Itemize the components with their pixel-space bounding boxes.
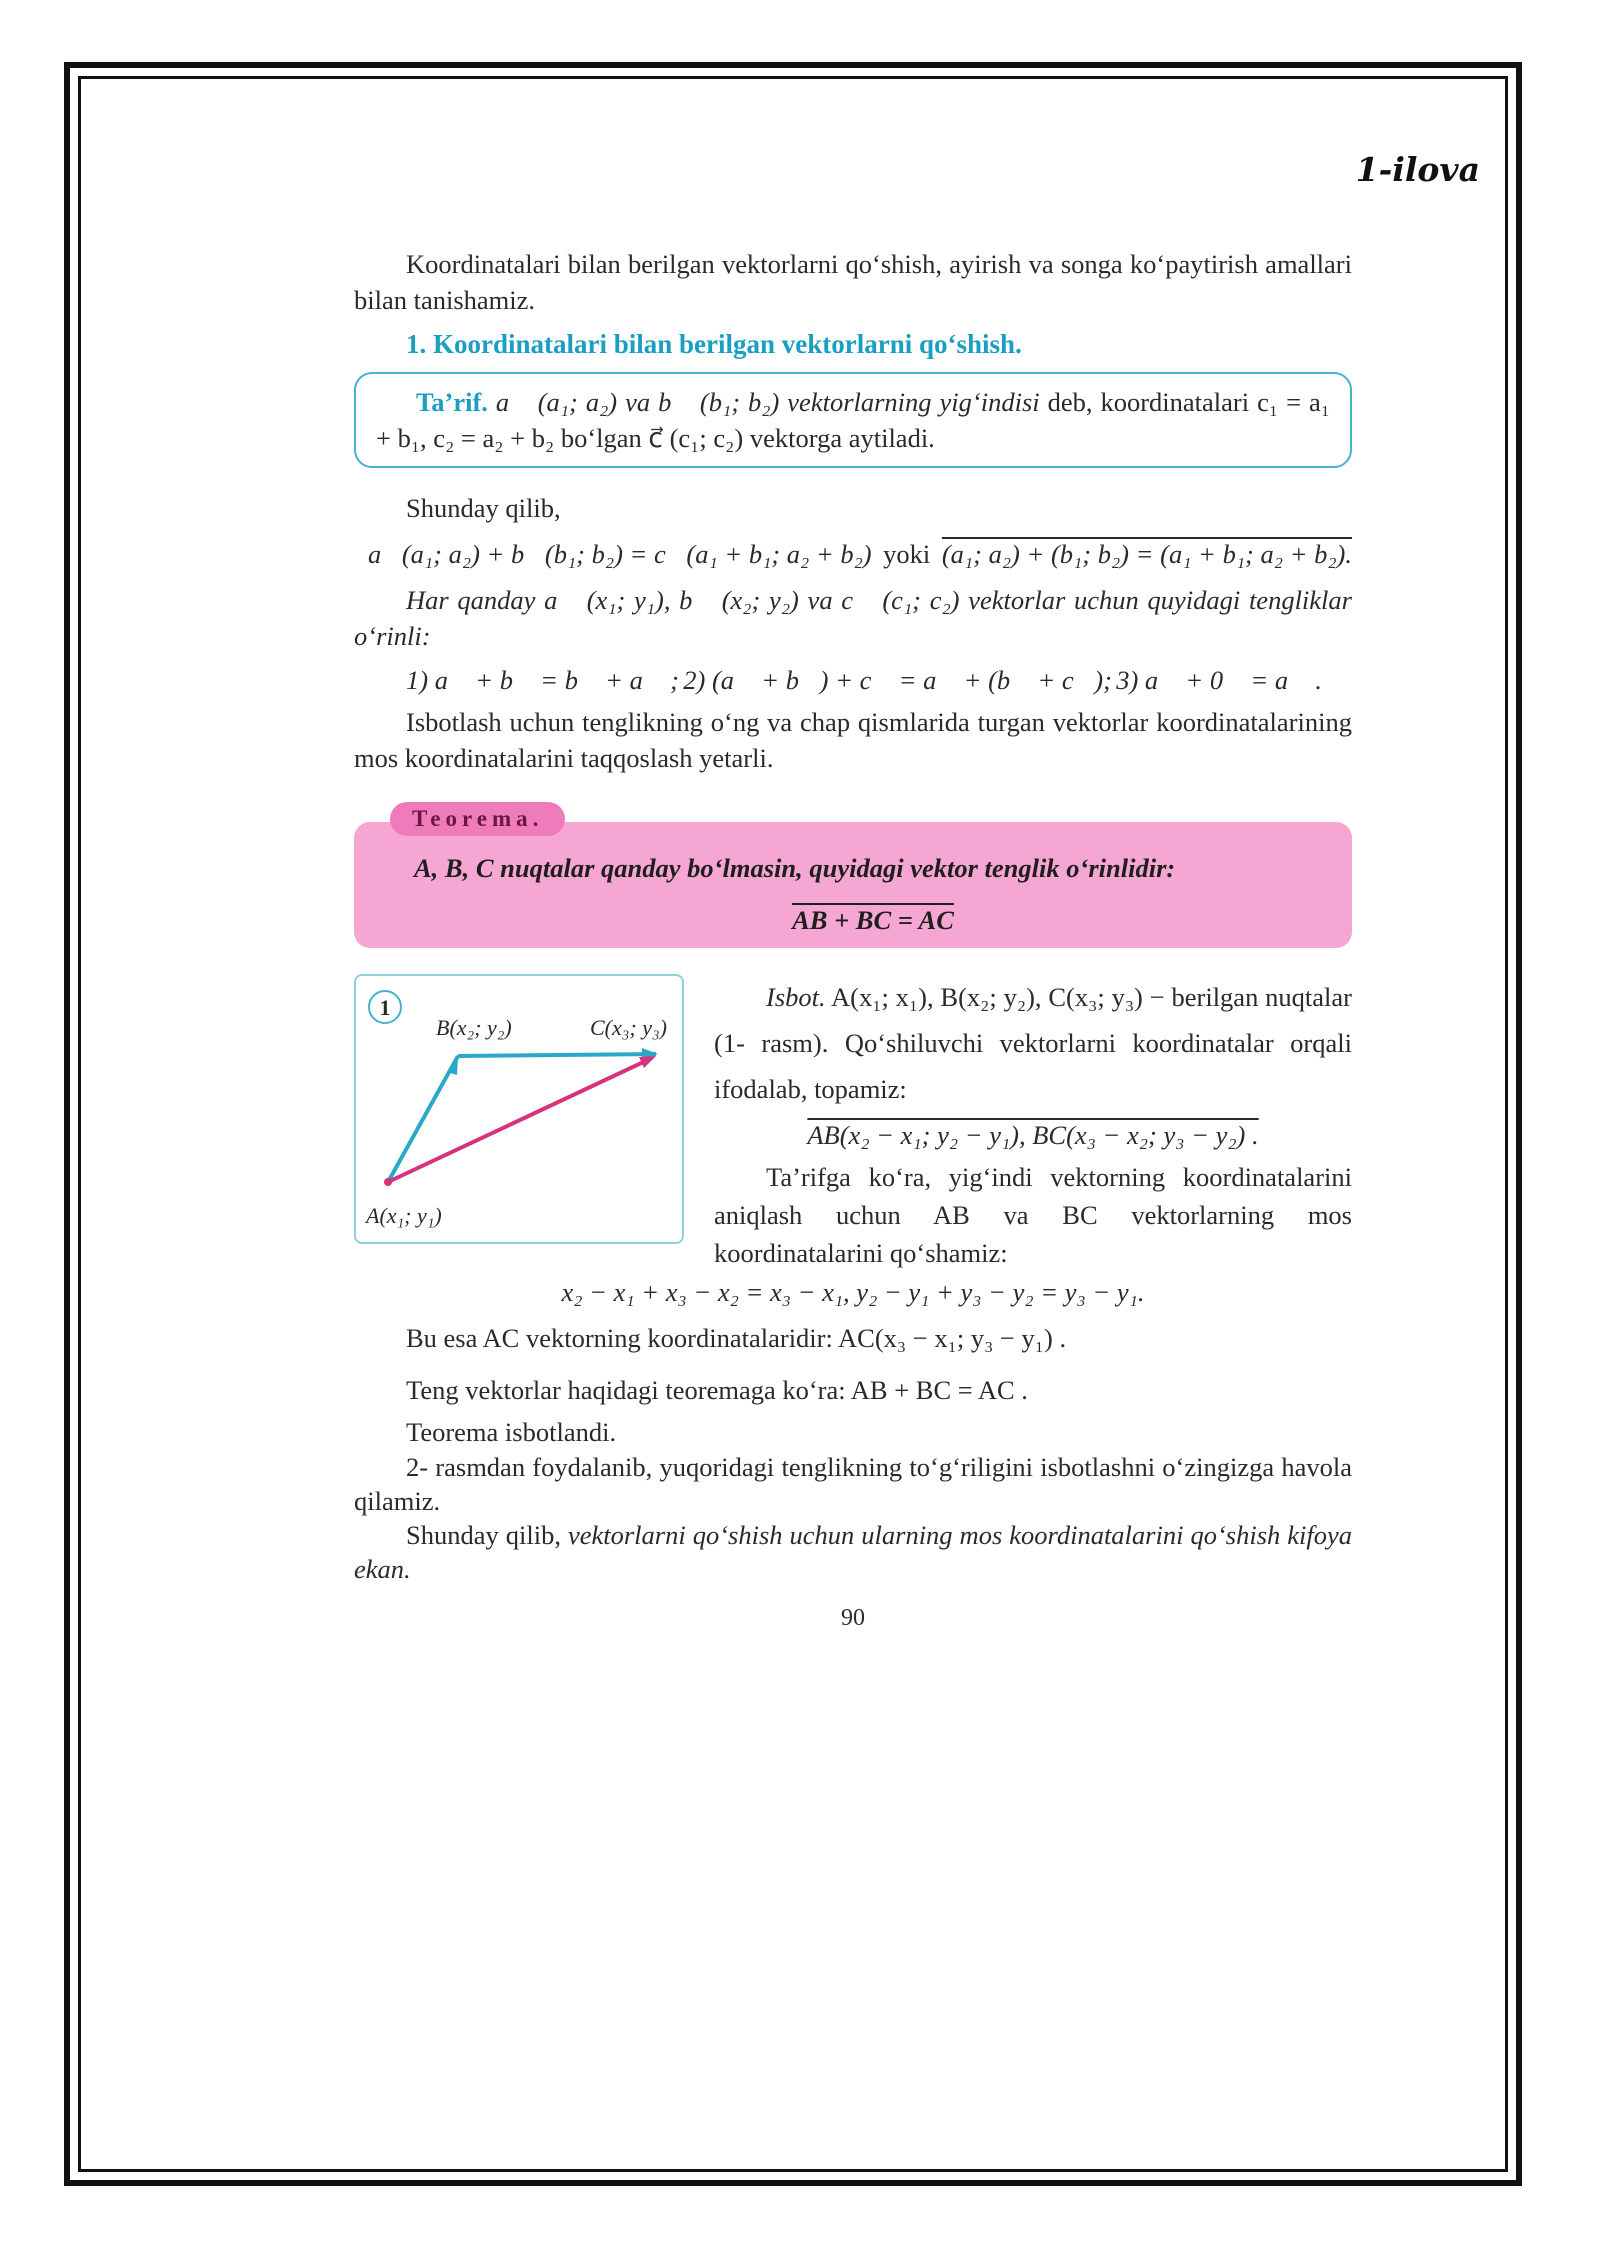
property-3: 3) a⃗ + 0⃗ = a⃗ .	[1116, 665, 1322, 695]
textbook-page	[354, 246, 1352, 1636]
properties-list	[406, 662, 1352, 698]
label-point-a: A(x₁; y₁)	[366, 1203, 442, 1228]
definition-vectors: a⃗ (a₁; a₂) va b⃗ (b₁; b₂)	[495, 387, 780, 417]
exercise-paragraph: 2- rasmdan foydalanib, yuqoridagi tenglikning to‘g‘riligini isbotlashni o‘zingizga havola qilamiz.	[354, 1452, 1352, 1516]
theorem-box	[354, 806, 1352, 948]
proof-lead: Isbot.	[766, 982, 826, 1012]
sum-formula-or: yoki	[883, 539, 931, 569]
theorem-formula: AB + BC = AC	[792, 905, 954, 935]
conclusion-start: Shunday qilib,	[406, 1520, 561, 1550]
definition-text	[376, 384, 1330, 456]
definition-label: Ta’rif.	[416, 387, 488, 417]
calc-line: x₂ − x₁ + x₃ − x₂ = x₃ − x₁, y₂ − y₁ + y₃ − y₂ = y₃ − y₁.	[561, 1277, 1145, 1307]
annex-label: 1-ilova	[1355, 150, 1480, 189]
equal-line: Teng vektorlar haqidagi teoremaga ko‘ra: AB + BC = AC .	[406, 1375, 1028, 1405]
theorem-tag: Teorema.	[390, 802, 565, 836]
figure-number: 1	[368, 990, 402, 1024]
arrowhead-ab	[447, 1056, 458, 1075]
proof-area	[354, 974, 1352, 1270]
sum-formula-left: a⃗(a₁; a₂) + b⃗(b₁; b₂) = c⃗(a₁ + b₁; a₂ + b₂)	[368, 539, 872, 569]
proof-paragraph-2: Ta’rifga ko‘ra, yig‘indi vektorning koordinatalarini aniqlash uchun AB va BC vektorlarning mos koordinatalarini qo‘shamiz:	[714, 1162, 1352, 1268]
point-a	[384, 1178, 392, 1186]
sum-formula-right: (a₁; a₂) + (b₁; b₂) = (a₁ + b₁; a₂ + b₂).	[941, 539, 1352, 569]
conclusion-italic: vektorlarni qo‘shish uchun ularning mos koordinatalarini qo‘shish kifoya ekan.	[354, 1520, 1353, 1584]
property-1: 1) a⃗ + b⃗ = b⃗ + a⃗ ;	[406, 665, 679, 695]
theorem-statement: A, B, C nuqtalar qanday bo‘lmasin, quyidagi vektor tenglik o‘rinlidir:	[414, 853, 1176, 883]
arrowhead-ac	[639, 1056, 656, 1068]
proof-text	[714, 974, 1352, 1272]
ac-line: Bu esa AC vektorning koordinatalaridir: AC(x₃ − x₁; y₃ − y₁) .	[406, 1323, 1067, 1353]
definition-box	[354, 372, 1352, 468]
figure-1	[354, 974, 684, 1244]
conclusion-paragraph	[354, 1518, 1352, 1586]
properties-intro: Har qanday a⃗ (x₁; y₁), b⃗ (x₂; y₂) va c⃗ (c₁; c₂) vektorlar uchun quyidagi tengliklar o‘rinli:	[354, 585, 1352, 651]
proved-line: Teorema isbotlandi.	[406, 1417, 617, 1447]
vector-ac	[388, 1058, 652, 1182]
vector-bc	[458, 1054, 656, 1056]
proof-vectors: AB(x₂ − x₁; y₂ − y₁), BC(x₃ − x₂; y₃ − y₂) .	[807, 1120, 1259, 1150]
intro-paragraph: Koordinatalari bilan berilgan vektorlarni qo‘shish, ayirish va songa ko‘paytirish amallari bilan tanishamiz.	[354, 249, 1352, 315]
proof-paragraph-1: Isbot. A(x₁; x₁), B(x₂; y₂), C(x₃; y₃) − berilgan nuqtalar (1- rasm). Qo‘shiluvchi vektorlarni koordinatalar orqali ifodalab, topamiz:	[714, 982, 1352, 1104]
label-point-c: C(x₃; y₃)	[590, 1015, 667, 1040]
property-2: 2) (a⃗ + b⃗) + c⃗ = a⃗ + (b⃗ + c⃗);	[683, 665, 1112, 695]
thus-label: Shunday qilib,	[406, 493, 561, 523]
section-heading: 1. Koordinatalari bilan berilgan vektorlarni qo‘shish.	[406, 329, 1022, 359]
sum-formula	[368, 536, 1352, 572]
page-number: 90	[841, 1605, 865, 1631]
vector-ab	[388, 1056, 458, 1182]
proof-hint: Isbotlash uchun tenglikning o‘ng va chap qismlarida turgan vektorlar koordinatalarining mos koordinatalarini taqqoslash yetarli.	[354, 707, 1352, 773]
definition-term: vektorlarning yig‘indisi	[787, 387, 1040, 417]
definition-body: deb, koordinatalari c₁ = a₁ + b₁, c₂ = a₂ + b₂ bo‘lgan c⃗ (c₁; c₂) vektorga aytiladi.	[376, 387, 1330, 453]
label-point-b: B(x₂; y₂)	[436, 1015, 512, 1040]
